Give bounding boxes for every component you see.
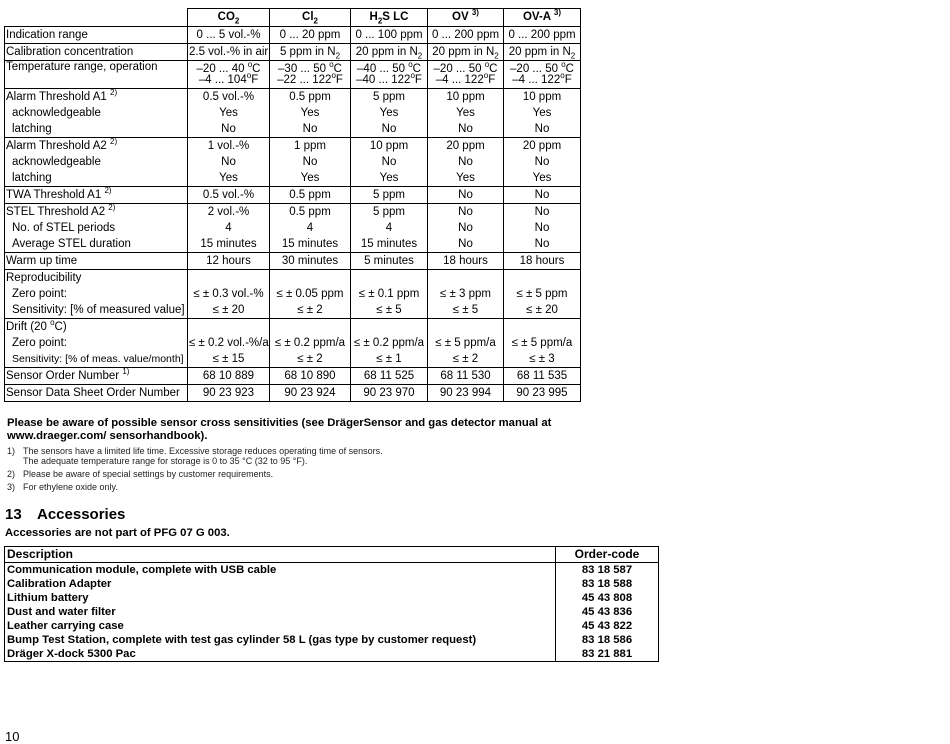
cell: No [428,187,504,204]
row-warmup [5,253,581,270]
cell: 0 ... 200 ppm [428,27,504,44]
cell: Yes [428,170,504,187]
row-repro-sensitivity [5,302,581,319]
cell: –40 ... 50 $^o$C –40 ... 122$^o$F [351,61,428,89]
cell: 68 11 535 [504,368,581,385]
cell: ≤ ± 0.3 vol.-% [188,286,270,302]
order-code-cell: 45 43 808 [556,591,659,605]
cell: Yes [504,170,581,187]
cell: 1 ppm [270,138,351,155]
row-label: Calibration concentration [5,44,188,61]
row-calibration [5,44,581,61]
cell: No [428,236,504,253]
accessories-table [4,546,659,662]
cell: ≤ ± 20 [504,302,581,319]
cell: 0 ... 5 vol.-% [188,27,270,44]
cell: Yes [351,105,428,121]
cell: No [188,154,270,170]
cell: 90 23 994 [428,385,504,402]
table-row [5,563,659,578]
row-label: acknowledgeable [5,105,188,121]
order-code-cell: 45 43 822 [556,619,659,633]
cell: 0.5 ppm [270,204,351,221]
cell: 20 ppm [504,138,581,155]
cell: 90 23 995 [504,385,581,402]
cell [428,319,504,336]
cell: ≤ ± 0.2 vol.-%/a [188,335,270,351]
cell: –20 ... 40 $^o$C –4 ... 104$^o$F [188,61,270,89]
cell: ≤ ± 2 [428,351,504,368]
cell: 15 minutes [188,236,270,253]
cell: Yes [270,170,351,187]
cell: 90 23 924 [270,385,351,402]
col-header-ova: OV-A $^{3)}$ [504,9,581,27]
row-label: STEL Threshold A2 $^{2)}$ [5,204,188,221]
description-cell: Calibration Adapter [5,577,556,591]
row-label: Zero point: [5,286,188,302]
table-row [5,591,659,605]
row-alarm-a1 [5,89,581,106]
row-label: Alarm Threshold A1 $^{2)}$ [5,89,188,106]
cell: 10 ppm [428,89,504,106]
cell [188,319,270,336]
cell: 5 ppm [351,204,428,221]
cell: 0 ... 100 ppm [351,27,428,44]
row-a1-acknowledgeable [5,105,581,121]
cell: No [504,220,581,236]
description-cell: Communication module, complete with USB cable [5,563,556,578]
description-cell: Dräger X-dock 5300 Pac [5,647,556,662]
row-a2-latching [5,170,581,187]
cell: No [504,187,581,204]
cell: 90 23 970 [351,385,428,402]
section-heading [5,506,125,523]
row-indication-range [5,27,581,44]
cell: ≤ ± 5 [351,302,428,319]
section-title: Accessories [37,506,126,523]
footnote-2: 2) Please be aware of special settings by customer requirements. [7,469,274,479]
col-header-ov: OV $^{3)}$ [428,9,504,27]
row-a2-acknowledgeable [5,154,581,170]
row-label: latching [5,121,188,138]
cell: ≤ ± 20 [188,302,270,319]
cell: 68 10 890 [270,368,351,385]
row-drift-zero [5,335,581,351]
description-cell: Dust and water filter [5,605,556,619]
row-label: Sensitivity: [% of measured value] [5,302,188,319]
cell: 68 10 889 [188,368,270,385]
cell: No [504,121,581,138]
table-row [5,577,659,591]
cell: 12 hours [188,253,270,270]
description-header: Description [5,547,556,563]
sensor-spec-table [4,8,581,402]
cell: 10 ppm [351,138,428,155]
row-data-sheet-order-number [5,385,581,402]
cell: No [351,121,428,138]
row-repro-zero [5,286,581,302]
row-drift-sensitivity [5,351,581,368]
row-stel [5,204,581,221]
row-twa [5,187,581,204]
cell: 15 minutes [270,236,351,253]
cell: 0 ... 200 ppm [504,27,581,44]
cell: ≤ ± 3 ppm [428,286,504,302]
cell: ≤ ± 1 [351,351,428,368]
cell: ≤ ± 0.05 ppm [270,286,351,302]
cell: 5 ppm [351,187,428,204]
cell: 0 ... 20 ppm [270,27,351,44]
cell: 5 minutes [351,253,428,270]
cell: 20 ppm in $N_2$ [351,44,428,61]
section-number: 13 [5,506,22,523]
row-label: Alarm Threshold A2 $^{2)}$ [5,138,188,155]
cell: ≤ ± 15 [188,351,270,368]
cell: Yes [428,105,504,121]
cell: –20 ... 50 $^o$C –4 ... 122$^o$F [428,61,504,89]
cell: No [270,121,351,138]
page-number: 10 [5,729,20,744]
row-label: Average STEL duration [5,236,188,253]
cell: ≤ ± 2 [270,302,351,319]
section-subtitle: Accessories are not part of PFG 07 G 003. [5,527,230,539]
spec-header-row [5,9,581,27]
cell: –20 ... 50 $^o$C –4 ... 122$^o$F [504,61,581,89]
cell: –30 ... 50 $^o$C –22 ... 122$^o$F [270,61,351,89]
cell: 68 11 525 [351,368,428,385]
col-header-h2s: $H_2S$ LC [351,9,428,27]
row-label: latching [5,170,188,187]
cell: ≤ ± 0.2 ppm/a [351,335,428,351]
description-cell: Bump Test Station, complete with test gas cylinder 58 L (gas type by customer request) [5,633,556,647]
row-label: Indication range [5,27,188,44]
cell: 4 [351,220,428,236]
cell [270,270,351,287]
cell: ≤ ± 5 ppm/a [504,335,581,351]
cell [504,270,581,287]
cell: No [428,220,504,236]
row-alarm-a2 [5,138,581,155]
cell: Yes [351,170,428,187]
cell: 20 ppm in $N_2$ [504,44,581,61]
cell: No [270,154,351,170]
table-row [5,647,659,662]
row-label: Zero point: [5,335,188,351]
cell: 5 ppm in $N_2$ [270,44,351,61]
description-cell: Leather carrying case [5,619,556,633]
cell: ≤ ± 3 [504,351,581,368]
order-code-cell: 83 21 881 [556,647,659,662]
cell: No [428,204,504,221]
accessories-header-row [5,547,659,563]
cell: No [504,204,581,221]
row-label: No. of STEL periods [5,220,188,236]
cell: ≤ ± 0.2 ppm/a [270,335,351,351]
order-code-cell: 83 18 586 [556,633,659,647]
cell: 30 minutes [270,253,351,270]
row-drift [5,319,581,336]
cell: No [188,121,270,138]
cell [351,319,428,336]
footnote-3: 3) For ethylene oxide only. [7,482,118,492]
header-empty-cell [5,9,188,27]
row-sensor-order-number [5,368,581,385]
cell: 15 minutes [351,236,428,253]
row-label: Sensor Order Number $^{1)}$ [5,368,188,385]
row-label: Sensor Data Sheet Order Number [5,385,188,402]
description-cell: Lithium battery [5,591,556,605]
cell [188,270,270,287]
cell: 0.5 vol.-% [188,187,270,204]
table-row [5,619,659,633]
cell: 20 ppm in $N_2$ [428,44,504,61]
row-label: acknowledgeable [5,154,188,170]
row-label: Sensitivity: [% of meas. value/month] [5,351,188,368]
row-label: Temperature range, operation [5,61,188,89]
cell: Yes [188,105,270,121]
cell: 0.5 vol.-% [188,89,270,106]
cell: 10 ppm [504,89,581,106]
cell: ≤ ± 2 [270,351,351,368]
cell: 2 vol.-% [188,204,270,221]
cell: 20 ppm [428,138,504,155]
order-code-cell: 83 18 587 [556,563,659,578]
row-label: Reproducibility [5,270,188,287]
cell: No [504,236,581,253]
cell: ≤ ± 0.1 ppm [351,286,428,302]
cell: ≤ ± 5 [428,302,504,319]
row-label: Warm up time [5,253,188,270]
table-row [5,605,659,619]
cell: 4 [270,220,351,236]
cell: Yes [270,105,351,121]
cell [504,319,581,336]
col-header-co2: $CO_2$ [188,9,270,27]
cell: 68 11 530 [428,368,504,385]
row-stel-duration [5,236,581,253]
cell: 18 hours [504,253,581,270]
cell: Yes [188,170,270,187]
cell: 90 23 923 [188,385,270,402]
cell: No [504,154,581,170]
row-reproducibility [5,270,581,287]
order-code-header: Order-code [556,547,659,563]
cell [270,319,351,336]
cell [428,270,504,287]
cell: ≤ ± 5 ppm [504,286,581,302]
col-header-cl2: $Cl_2$ [270,9,351,27]
footnote-1: 1) The sensors have a limited life time. Excessive storage reduces operating time of sensors. The adequate temperature range for storage is 0 to 35 °C (32 to 95 °F). [7,446,383,466]
cell: 1 vol.-% [188,138,270,155]
cell: Yes [504,105,581,121]
row-label: Drift (20 $^o$C) [5,319,188,336]
cell: No [351,154,428,170]
cell: ≤ ± 5 ppm/a [428,335,504,351]
cell: No [428,121,504,138]
cell: 4 [188,220,270,236]
cell: 5 ppm [351,89,428,106]
order-code-cell: 45 43 836 [556,605,659,619]
cell: 2.5 vol.-% in air [188,44,270,61]
order-code-cell: 83 18 588 [556,577,659,591]
cross-sensitivity-note: Please be aware of possible sensor cross sensitivities (see DrägerSensor and gas detector manual at www.draeger.com/ sensorhandbook). [7,417,552,442]
table-row [5,633,659,647]
cell: No [428,154,504,170]
row-temperature [5,61,581,89]
row-a1-latching [5,121,581,138]
row-label: TWA Threshold A1 $^{2)}$ [5,187,188,204]
cell: 0.5 ppm [270,89,351,106]
cell: 18 hours [428,253,504,270]
cell [351,270,428,287]
cell: 0.5 ppm [270,187,351,204]
row-stel-periods [5,220,581,236]
